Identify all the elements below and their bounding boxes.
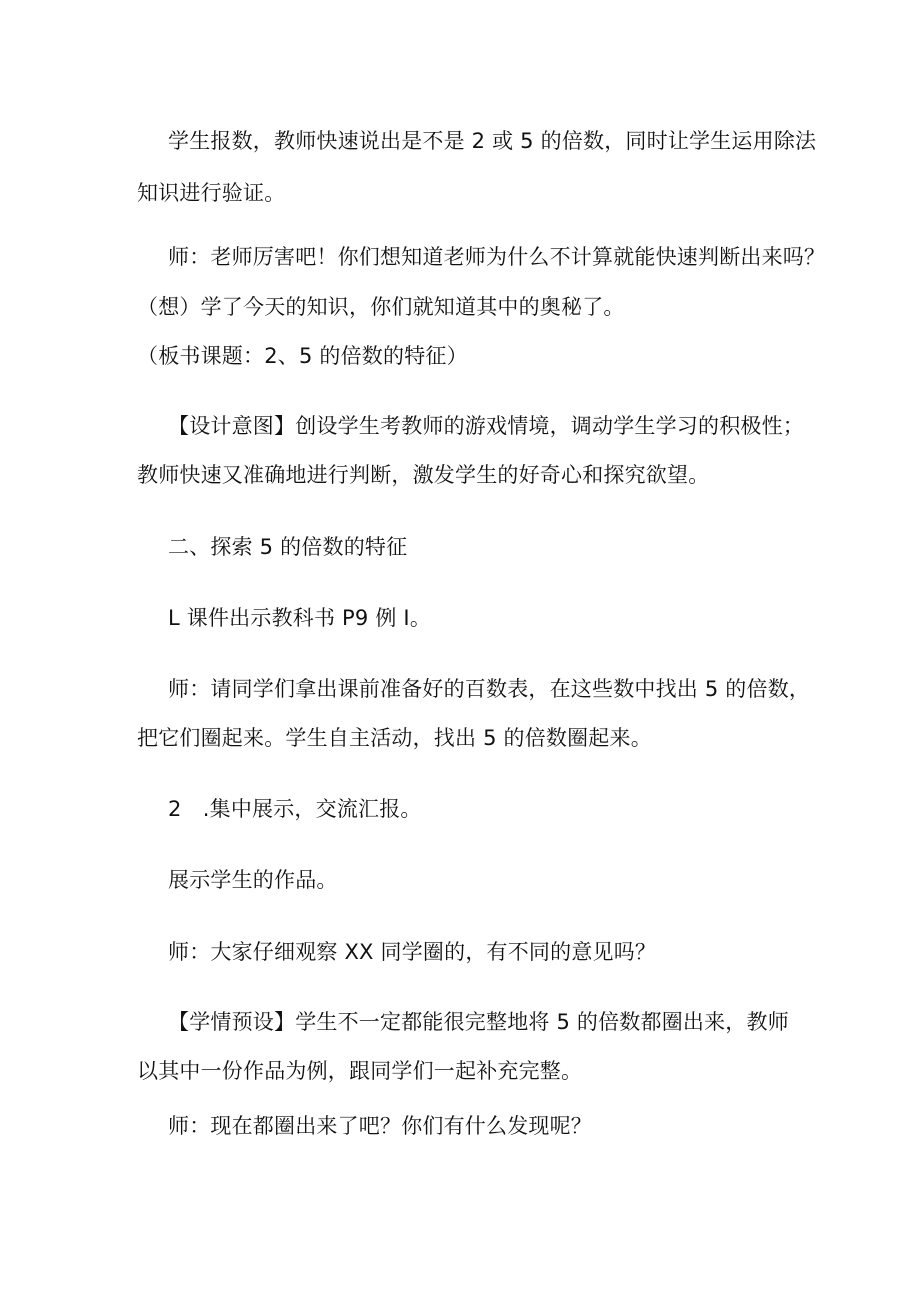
design-intent-line-2: 教师快速又准确地进行判断，激发学生的好奇心和探究欲望。 — [137, 463, 710, 487]
teacher-question-observe: 师：大家仔细观察 XX 同学圈的，有不同的意见吗？ — [168, 940, 657, 964]
paragraph-teacher-instruction-line-2: 把它们圈起来。学生自主活动，找出 5 的倍数圈起来。 — [137, 726, 652, 750]
paragraph-2-line-2: （想）学了今天的知识，你们就知道其中的奥秘了。 — [137, 295, 625, 319]
teacher-question-findings: 师：现在都圈出来了吧？你们有什么发现呢？ — [168, 1114, 592, 1138]
step-2-showcase: 2 .集中展示，交流汇报。 — [168, 797, 422, 821]
paragraph-2-line-1: 师：老师厉害吧！你们想知道老师为什么不计算就能快速判断出来吗？ — [168, 245, 826, 269]
paragraph-teacher-instruction-line-1: 师：请同学们拿出课前准备好的百数表，在这些数中找出 5 的倍数， — [168, 677, 811, 701]
learning-preset-line-1: 【学情预设】学生不一定都能很完整地将 5 的倍数都圈出来，教师 — [168, 1010, 789, 1034]
paragraph-1-line-2: 知识进行验证。 — [137, 181, 286, 205]
paragraph-1-line-1: 学生报数，教师快速说出是不是 2 或 5 的倍数，同时让学生运用除法 — [168, 129, 817, 153]
step-1-courseware: L 课件出示教科书 P9 例 I。 — [168, 606, 432, 630]
show-student-work: 展示学生的作品。 — [168, 868, 338, 892]
design-intent-line-1: 【设计意图】创设学生考教师的游戏情境，调动学生学习的积极性； — [168, 414, 804, 438]
section-heading: 二、探索 5 的倍数的特征 — [168, 535, 408, 559]
learning-preset-line-2: 以其中一份作品为例，跟同学们一起补充完整。 — [137, 1059, 583, 1083]
paragraph-2-line-3: （板书课题：2、5 的倍数的特征） — [137, 344, 468, 368]
